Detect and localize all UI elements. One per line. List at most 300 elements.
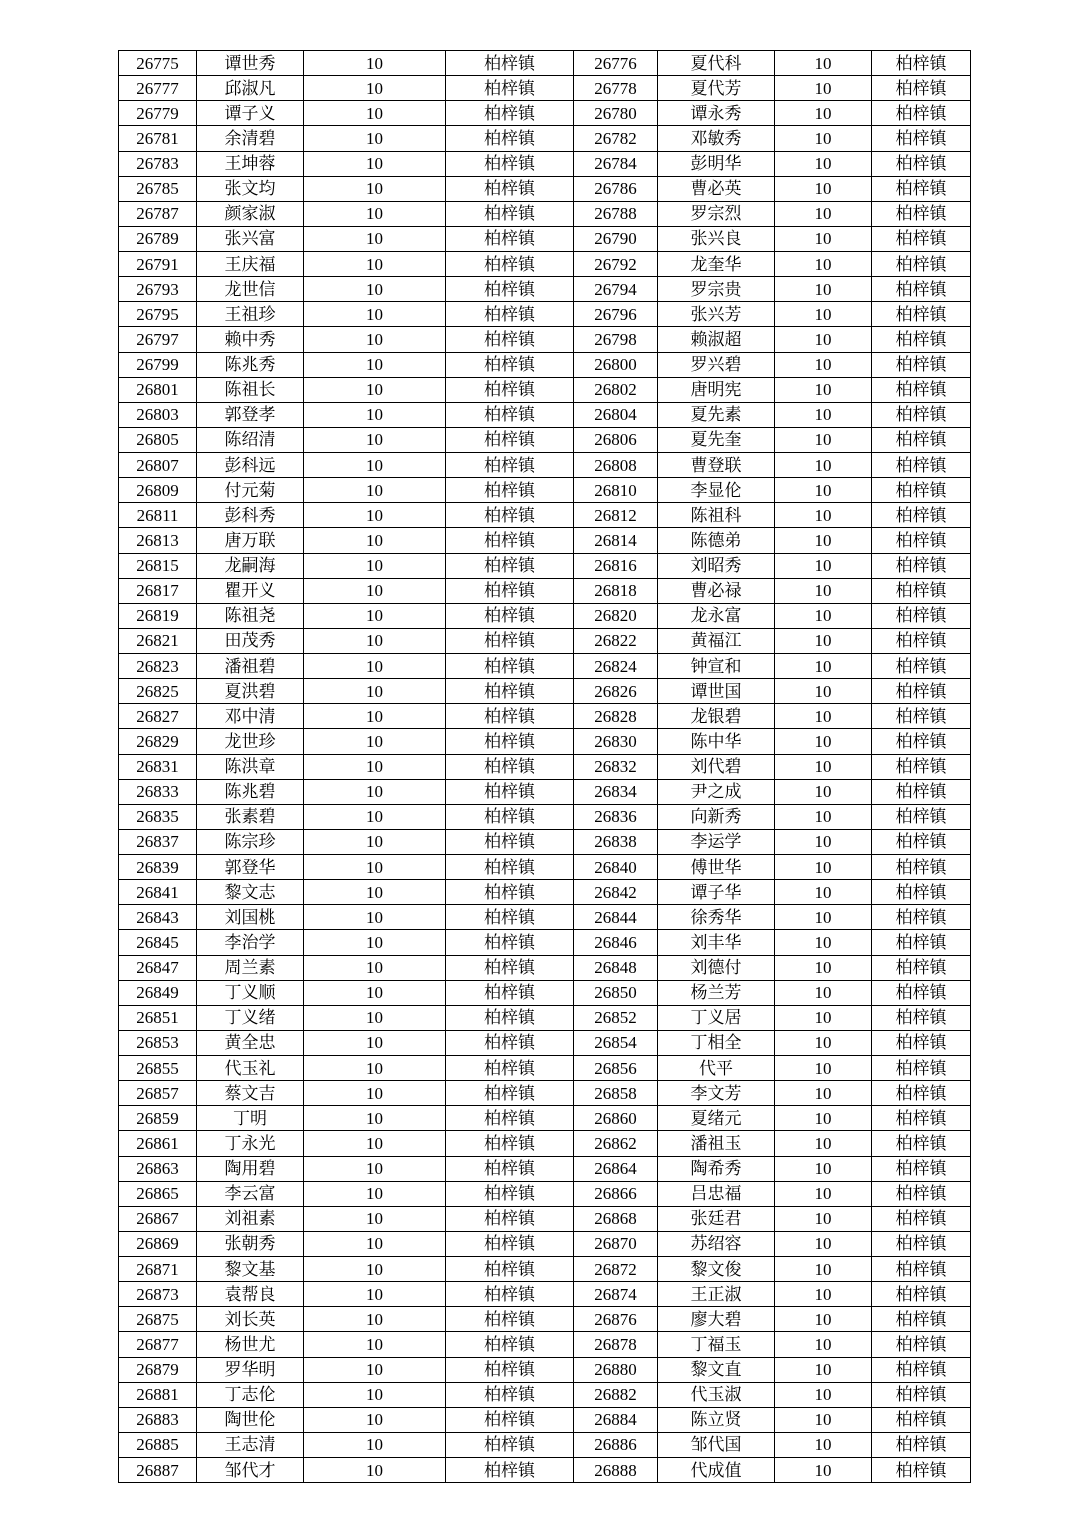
name-cell: 彭科远 bbox=[197, 453, 304, 478]
town-cell: 柏梓镇 bbox=[446, 1307, 574, 1332]
id-cell: 26840 bbox=[574, 855, 658, 880]
id-cell: 26794 bbox=[574, 277, 658, 302]
table-row bbox=[119, 1081, 971, 1106]
name-cell: 丁福玉 bbox=[658, 1332, 775, 1357]
town-cell: 柏梓镇 bbox=[446, 729, 574, 754]
id-cell: 26801 bbox=[119, 377, 197, 402]
id-cell: 26858 bbox=[574, 1081, 658, 1106]
name-cell: 陈中华 bbox=[658, 729, 775, 754]
amount-cell: 10 bbox=[304, 980, 446, 1005]
town-cell: 柏梓镇 bbox=[872, 1332, 971, 1357]
town-cell: 柏梓镇 bbox=[446, 503, 574, 528]
table-row bbox=[119, 804, 971, 829]
name-cell: 张廷君 bbox=[658, 1206, 775, 1231]
amount-cell: 10 bbox=[775, 855, 872, 880]
id-cell: 26876 bbox=[574, 1307, 658, 1332]
table-row bbox=[119, 829, 971, 854]
name-cell: 刘昭秀 bbox=[658, 553, 775, 578]
town-cell: 柏梓镇 bbox=[446, 1357, 574, 1382]
name-cell: 余清碧 bbox=[197, 126, 304, 151]
name-cell: 刘代碧 bbox=[658, 754, 775, 779]
town-cell: 柏梓镇 bbox=[872, 453, 971, 478]
name-cell: 向新秀 bbox=[658, 804, 775, 829]
id-cell: 26803 bbox=[119, 402, 197, 427]
id-cell: 26861 bbox=[119, 1131, 197, 1156]
amount-cell: 10 bbox=[775, 151, 872, 176]
town-cell: 柏梓镇 bbox=[872, 679, 971, 704]
name-cell: 刘丰华 bbox=[658, 930, 775, 955]
amount-cell: 10 bbox=[775, 302, 872, 327]
amount-cell: 10 bbox=[304, 553, 446, 578]
id-cell: 26872 bbox=[574, 1257, 658, 1282]
table-row bbox=[119, 1156, 971, 1181]
amount-cell: 10 bbox=[775, 930, 872, 955]
id-cell: 26806 bbox=[574, 427, 658, 452]
town-cell: 柏梓镇 bbox=[446, 829, 574, 854]
town-cell: 柏梓镇 bbox=[446, 1407, 574, 1432]
id-cell: 26854 bbox=[574, 1030, 658, 1055]
name-cell: 周兰素 bbox=[197, 955, 304, 980]
name-cell: 陈洪章 bbox=[197, 754, 304, 779]
name-cell: 颜家淑 bbox=[197, 201, 304, 226]
table-row bbox=[119, 101, 971, 126]
name-cell: 付元菊 bbox=[197, 478, 304, 503]
name-cell: 陈德弟 bbox=[658, 528, 775, 553]
table-row bbox=[119, 503, 971, 528]
id-cell: 26851 bbox=[119, 1005, 197, 1030]
town-cell: 柏梓镇 bbox=[446, 327, 574, 352]
name-cell: 谭子义 bbox=[197, 101, 304, 126]
id-cell: 26869 bbox=[119, 1231, 197, 1256]
amount-cell: 10 bbox=[775, 352, 872, 377]
amount-cell: 10 bbox=[304, 930, 446, 955]
amount-cell: 10 bbox=[304, 955, 446, 980]
amount-cell: 10 bbox=[304, 779, 446, 804]
name-cell: 丁明 bbox=[197, 1106, 304, 1131]
id-cell: 26856 bbox=[574, 1056, 658, 1081]
name-cell: 罗华明 bbox=[197, 1357, 304, 1382]
table-row bbox=[119, 729, 971, 754]
town-cell: 柏梓镇 bbox=[446, 226, 574, 251]
amount-cell: 10 bbox=[304, 151, 446, 176]
amount-cell: 10 bbox=[304, 578, 446, 603]
town-cell: 柏梓镇 bbox=[446, 51, 574, 76]
id-cell: 26810 bbox=[574, 478, 658, 503]
id-cell: 26835 bbox=[119, 804, 197, 829]
amount-cell: 10 bbox=[304, 829, 446, 854]
town-cell: 柏梓镇 bbox=[872, 855, 971, 880]
town-cell: 柏梓镇 bbox=[872, 1156, 971, 1181]
town-cell: 柏梓镇 bbox=[446, 955, 574, 980]
name-cell: 丁相全 bbox=[658, 1030, 775, 1055]
amount-cell: 10 bbox=[775, 754, 872, 779]
amount-cell: 10 bbox=[304, 1257, 446, 1282]
amount-cell: 10 bbox=[304, 880, 446, 905]
id-cell: 26780 bbox=[574, 101, 658, 126]
town-cell: 柏梓镇 bbox=[446, 352, 574, 377]
id-cell: 26789 bbox=[119, 226, 197, 251]
town-cell: 柏梓镇 bbox=[872, 201, 971, 226]
name-cell: 丁义绪 bbox=[197, 1005, 304, 1030]
table-row bbox=[119, 427, 971, 452]
id-cell: 26866 bbox=[574, 1181, 658, 1206]
name-cell: 彭科秀 bbox=[197, 503, 304, 528]
amount-cell: 10 bbox=[304, 1332, 446, 1357]
name-cell: 陈祖尧 bbox=[197, 603, 304, 628]
amount-cell: 10 bbox=[775, 553, 872, 578]
name-cell: 黎文直 bbox=[658, 1357, 775, 1382]
id-cell: 26847 bbox=[119, 955, 197, 980]
town-cell: 柏梓镇 bbox=[872, 427, 971, 452]
table-row bbox=[119, 1231, 971, 1256]
name-cell: 李运学 bbox=[658, 829, 775, 854]
table-row bbox=[119, 277, 971, 302]
name-cell: 黄福江 bbox=[658, 628, 775, 653]
amount-cell: 10 bbox=[304, 905, 446, 930]
amount-cell: 10 bbox=[304, 478, 446, 503]
amount-cell: 10 bbox=[304, 302, 446, 327]
id-cell: 26822 bbox=[574, 628, 658, 653]
table-row bbox=[119, 252, 971, 277]
name-cell: 王坤蓉 bbox=[197, 151, 304, 176]
town-cell: 柏梓镇 bbox=[872, 1231, 971, 1256]
id-cell: 26844 bbox=[574, 905, 658, 930]
town-cell: 柏梓镇 bbox=[872, 1106, 971, 1131]
id-cell: 26792 bbox=[574, 252, 658, 277]
id-cell: 26829 bbox=[119, 729, 197, 754]
amount-cell: 10 bbox=[775, 277, 872, 302]
table-row bbox=[119, 704, 971, 729]
id-cell: 26833 bbox=[119, 779, 197, 804]
town-cell: 柏梓镇 bbox=[446, 1030, 574, 1055]
town-cell: 柏梓镇 bbox=[446, 980, 574, 1005]
id-cell: 26870 bbox=[574, 1231, 658, 1256]
town-cell: 柏梓镇 bbox=[872, 402, 971, 427]
table-row bbox=[119, 578, 971, 603]
town-cell: 柏梓镇 bbox=[446, 930, 574, 955]
id-cell: 26782 bbox=[574, 126, 658, 151]
amount-cell: 10 bbox=[304, 628, 446, 653]
amount-cell: 10 bbox=[775, 1131, 872, 1156]
id-cell: 26867 bbox=[119, 1206, 197, 1231]
amount-cell: 10 bbox=[775, 704, 872, 729]
town-cell: 柏梓镇 bbox=[446, 880, 574, 905]
id-cell: 26797 bbox=[119, 327, 197, 352]
id-cell: 26799 bbox=[119, 352, 197, 377]
amount-cell: 10 bbox=[775, 1156, 872, 1181]
amount-cell: 10 bbox=[775, 1332, 872, 1357]
amount-cell: 10 bbox=[304, 352, 446, 377]
amount-cell: 10 bbox=[304, 201, 446, 226]
id-cell: 26808 bbox=[574, 453, 658, 478]
name-cell: 傅世华 bbox=[658, 855, 775, 880]
id-cell: 26824 bbox=[574, 654, 658, 679]
table-row bbox=[119, 1056, 971, 1081]
id-cell: 26843 bbox=[119, 905, 197, 930]
name-cell: 张朝秀 bbox=[197, 1231, 304, 1256]
town-cell: 柏梓镇 bbox=[446, 754, 574, 779]
id-cell: 26830 bbox=[574, 729, 658, 754]
town-cell: 柏梓镇 bbox=[872, 478, 971, 503]
amount-cell: 10 bbox=[304, 1181, 446, 1206]
table-row bbox=[119, 754, 971, 779]
id-cell: 26804 bbox=[574, 402, 658, 427]
id-cell: 26787 bbox=[119, 201, 197, 226]
town-cell: 柏梓镇 bbox=[446, 453, 574, 478]
name-cell: 钟宣和 bbox=[658, 654, 775, 679]
table-row bbox=[119, 1432, 971, 1457]
id-cell: 26837 bbox=[119, 829, 197, 854]
amount-cell: 10 bbox=[304, 1458, 446, 1483]
id-cell: 26832 bbox=[574, 754, 658, 779]
name-cell: 刘祖素 bbox=[197, 1206, 304, 1231]
name-cell: 夏代科 bbox=[658, 51, 775, 76]
town-cell: 柏梓镇 bbox=[872, 578, 971, 603]
town-cell: 柏梓镇 bbox=[872, 252, 971, 277]
name-cell: 郭登华 bbox=[197, 855, 304, 880]
id-cell: 26826 bbox=[574, 679, 658, 704]
id-cell: 26865 bbox=[119, 1181, 197, 1206]
amount-cell: 10 bbox=[304, 1382, 446, 1407]
name-cell: 李文芳 bbox=[658, 1081, 775, 1106]
town-cell: 柏梓镇 bbox=[872, 1432, 971, 1457]
town-cell: 柏梓镇 bbox=[446, 252, 574, 277]
name-cell: 李显伦 bbox=[658, 478, 775, 503]
id-cell: 26879 bbox=[119, 1357, 197, 1382]
town-cell: 柏梓镇 bbox=[446, 704, 574, 729]
town-cell: 柏梓镇 bbox=[872, 729, 971, 754]
id-cell: 26882 bbox=[574, 1382, 658, 1407]
table-row bbox=[119, 1106, 971, 1131]
town-cell: 柏梓镇 bbox=[446, 1231, 574, 1256]
town-cell: 柏梓镇 bbox=[446, 201, 574, 226]
table-row bbox=[119, 51, 971, 76]
id-cell: 26853 bbox=[119, 1030, 197, 1055]
id-cell: 26863 bbox=[119, 1156, 197, 1181]
name-cell: 瞿开义 bbox=[197, 578, 304, 603]
id-cell: 26885 bbox=[119, 1432, 197, 1457]
id-cell: 26823 bbox=[119, 654, 197, 679]
id-cell: 26850 bbox=[574, 980, 658, 1005]
name-cell: 曹必禄 bbox=[658, 578, 775, 603]
name-cell: 张兴良 bbox=[658, 226, 775, 251]
name-cell: 黎文俊 bbox=[658, 1257, 775, 1282]
name-cell: 苏绍容 bbox=[658, 1231, 775, 1256]
id-cell: 26783 bbox=[119, 151, 197, 176]
town-cell: 柏梓镇 bbox=[446, 76, 574, 101]
table-row bbox=[119, 402, 971, 427]
table-row bbox=[119, 226, 971, 251]
name-cell: 谭世秀 bbox=[197, 51, 304, 76]
id-cell: 26807 bbox=[119, 453, 197, 478]
name-cell: 丁永光 bbox=[197, 1131, 304, 1156]
table-row bbox=[119, 1005, 971, 1030]
name-cell: 王祖珍 bbox=[197, 302, 304, 327]
table-row bbox=[119, 603, 971, 628]
id-cell: 26815 bbox=[119, 553, 197, 578]
amount-cell: 10 bbox=[304, 377, 446, 402]
town-cell: 柏梓镇 bbox=[446, 377, 574, 402]
name-cell: 曹必英 bbox=[658, 176, 775, 201]
amount-cell: 10 bbox=[304, 51, 446, 76]
town-cell: 柏梓镇 bbox=[446, 101, 574, 126]
town-cell: 柏梓镇 bbox=[872, 754, 971, 779]
id-cell: 26777 bbox=[119, 76, 197, 101]
town-cell: 柏梓镇 bbox=[872, 277, 971, 302]
town-cell: 柏梓镇 bbox=[872, 1206, 971, 1231]
id-cell: 26816 bbox=[574, 553, 658, 578]
amount-cell: 10 bbox=[775, 478, 872, 503]
town-cell: 柏梓镇 bbox=[872, 1458, 971, 1483]
id-cell: 26834 bbox=[574, 779, 658, 804]
amount-cell: 10 bbox=[775, 201, 872, 226]
name-cell: 夏先素 bbox=[658, 402, 775, 427]
name-cell: 丁志伦 bbox=[197, 1382, 304, 1407]
id-cell: 26817 bbox=[119, 578, 197, 603]
amount-cell: 10 bbox=[775, 528, 872, 553]
id-cell: 26875 bbox=[119, 1307, 197, 1332]
town-cell: 柏梓镇 bbox=[446, 176, 574, 201]
town-cell: 柏梓镇 bbox=[446, 1056, 574, 1081]
name-cell: 邱淑凡 bbox=[197, 76, 304, 101]
town-cell: 柏梓镇 bbox=[446, 1106, 574, 1131]
amount-cell: 10 bbox=[304, 76, 446, 101]
town-cell: 柏梓镇 bbox=[872, 628, 971, 653]
name-cell: 廖大碧 bbox=[658, 1307, 775, 1332]
name-cell: 代玉淑 bbox=[658, 1382, 775, 1407]
name-cell: 邓中清 bbox=[197, 704, 304, 729]
town-cell: 柏梓镇 bbox=[872, 905, 971, 930]
id-cell: 26848 bbox=[574, 955, 658, 980]
town-cell: 柏梓镇 bbox=[446, 804, 574, 829]
town-cell: 柏梓镇 bbox=[872, 503, 971, 528]
town-cell: 柏梓镇 bbox=[872, 1005, 971, 1030]
town-cell: 柏梓镇 bbox=[446, 1131, 574, 1156]
table-row bbox=[119, 980, 971, 1005]
town-cell: 柏梓镇 bbox=[872, 1181, 971, 1206]
roster-body bbox=[119, 51, 971, 1483]
id-cell: 26821 bbox=[119, 628, 197, 653]
town-cell: 柏梓镇 bbox=[446, 1282, 574, 1307]
amount-cell: 10 bbox=[775, 804, 872, 829]
amount-cell: 10 bbox=[775, 1106, 872, 1131]
town-cell: 柏梓镇 bbox=[872, 603, 971, 628]
amount-cell: 10 bbox=[775, 1357, 872, 1382]
town-cell: 柏梓镇 bbox=[446, 277, 574, 302]
town-cell: 柏梓镇 bbox=[872, 1382, 971, 1407]
id-cell: 26842 bbox=[574, 880, 658, 905]
id-cell: 26862 bbox=[574, 1131, 658, 1156]
amount-cell: 10 bbox=[775, 880, 872, 905]
id-cell: 26802 bbox=[574, 377, 658, 402]
town-cell: 柏梓镇 bbox=[446, 779, 574, 804]
name-cell: 代成值 bbox=[658, 1458, 775, 1483]
amount-cell: 10 bbox=[775, 1206, 872, 1231]
town-cell: 柏梓镇 bbox=[446, 402, 574, 427]
id-cell: 26788 bbox=[574, 201, 658, 226]
id-cell: 26800 bbox=[574, 352, 658, 377]
town-cell: 柏梓镇 bbox=[872, 101, 971, 126]
amount-cell: 10 bbox=[775, 1282, 872, 1307]
amount-cell: 10 bbox=[775, 1181, 872, 1206]
amount-cell: 10 bbox=[775, 779, 872, 804]
name-cell: 刘国桃 bbox=[197, 905, 304, 930]
id-cell: 26836 bbox=[574, 804, 658, 829]
amount-cell: 10 bbox=[775, 1382, 872, 1407]
town-cell: 柏梓镇 bbox=[872, 1131, 971, 1156]
name-cell: 袁帮良 bbox=[197, 1282, 304, 1307]
table-row bbox=[119, 1307, 971, 1332]
amount-cell: 10 bbox=[304, 855, 446, 880]
amount-cell: 10 bbox=[304, 1156, 446, 1181]
amount-cell: 10 bbox=[775, 829, 872, 854]
town-cell: 柏梓镇 bbox=[446, 603, 574, 628]
name-cell: 龙奎华 bbox=[658, 252, 775, 277]
id-cell: 26831 bbox=[119, 754, 197, 779]
id-cell: 26775 bbox=[119, 51, 197, 76]
town-cell: 柏梓镇 bbox=[446, 302, 574, 327]
town-cell: 柏梓镇 bbox=[446, 1081, 574, 1106]
town-cell: 柏梓镇 bbox=[446, 1332, 574, 1357]
id-cell: 26776 bbox=[574, 51, 658, 76]
id-cell: 26820 bbox=[574, 603, 658, 628]
table-row bbox=[119, 1131, 971, 1156]
town-cell: 柏梓镇 bbox=[872, 352, 971, 377]
id-cell: 26781 bbox=[119, 126, 197, 151]
table-row bbox=[119, 779, 971, 804]
town-cell: 柏梓镇 bbox=[446, 578, 574, 603]
name-cell: 陈立贤 bbox=[658, 1407, 775, 1432]
table-row bbox=[119, 553, 971, 578]
roster-table bbox=[118, 50, 971, 1483]
id-cell: 26845 bbox=[119, 930, 197, 955]
town-cell: 柏梓镇 bbox=[446, 855, 574, 880]
town-cell: 柏梓镇 bbox=[872, 76, 971, 101]
amount-cell: 10 bbox=[304, 729, 446, 754]
amount-cell: 10 bbox=[775, 252, 872, 277]
table-row bbox=[119, 1282, 971, 1307]
id-cell: 26828 bbox=[574, 704, 658, 729]
id-cell: 26814 bbox=[574, 528, 658, 553]
town-cell: 柏梓镇 bbox=[872, 930, 971, 955]
id-cell: 26877 bbox=[119, 1332, 197, 1357]
name-cell: 杨世尤 bbox=[197, 1332, 304, 1357]
amount-cell: 10 bbox=[304, 603, 446, 628]
amount-cell: 10 bbox=[304, 528, 446, 553]
amount-cell: 10 bbox=[775, 1307, 872, 1332]
table-row bbox=[119, 377, 971, 402]
amount-cell: 10 bbox=[775, 327, 872, 352]
id-cell: 26878 bbox=[574, 1332, 658, 1357]
town-cell: 柏梓镇 bbox=[872, 553, 971, 578]
town-cell: 柏梓镇 bbox=[872, 528, 971, 553]
town-cell: 柏梓镇 bbox=[446, 528, 574, 553]
town-cell: 柏梓镇 bbox=[872, 955, 971, 980]
name-cell: 丁义居 bbox=[658, 1005, 775, 1030]
amount-cell: 10 bbox=[304, 402, 446, 427]
table-row bbox=[119, 352, 971, 377]
amount-cell: 10 bbox=[304, 679, 446, 704]
amount-cell: 10 bbox=[775, 654, 872, 679]
id-cell: 26805 bbox=[119, 427, 197, 452]
amount-cell: 10 bbox=[775, 1407, 872, 1432]
table-row bbox=[119, 930, 971, 955]
amount-cell: 10 bbox=[775, 1081, 872, 1106]
name-cell: 代平 bbox=[658, 1056, 775, 1081]
id-cell: 26798 bbox=[574, 327, 658, 352]
name-cell: 唐明宪 bbox=[658, 377, 775, 402]
table-row bbox=[119, 955, 971, 980]
